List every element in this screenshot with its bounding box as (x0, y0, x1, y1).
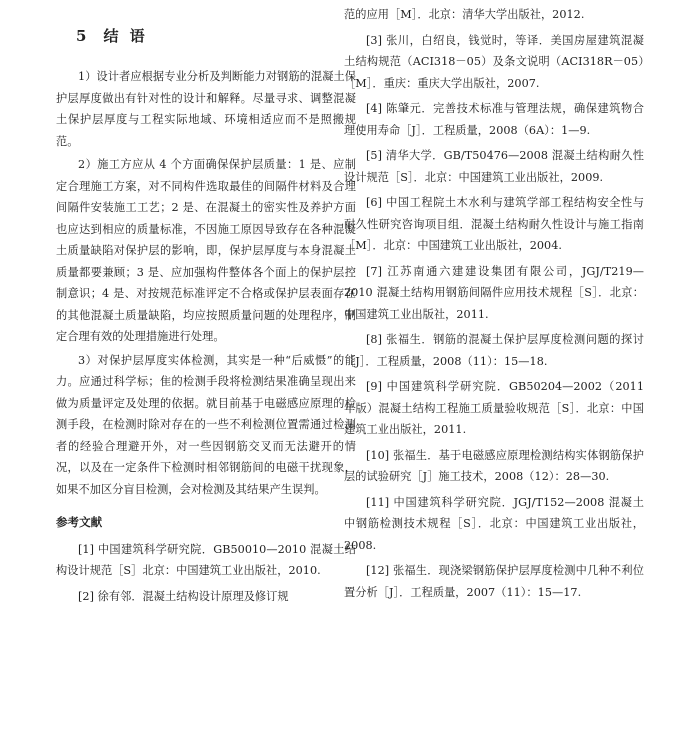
conclusion-paragraph-3: 3）对保护层厚度实体检测，其实是一种“后威慑”的能力。应通过科学标；隹的检测手段将检测结果准确呈现出来做为质量评定及处理的依据。就目前基于电磁感应原理的检测手段，在检测时除对存在的一些不利检测位置需通过检测者的经验合理避开外，对一些因钢筋交叉而无法避开的情况，以及在一定条件下检测时相邻钢筋间的电磁干扰现象，如果不加区分盲目检测，会对检测及其结果产生误判。 (56, 353, 356, 496)
reference-11: [11] 中国建筑科学研究院．JGJ/T152—2008 混凝土中钢筋检测技术规程［S］．北京：中国建筑工业出版社，2008. (344, 495, 644, 552)
reference-1: [1] 中国建筑科学研究院．GB50010—2010 混凝土结构设计规范［S］北京：中国建筑工业出版社，2010. (56, 542, 356, 577)
reference-12: [12] 张福生．现浇梁钢筋保护层厚度检测中几种不利位置分析［J］．工程质量，2007（11）：15—17. (344, 564, 644, 599)
reference-4: [4] 陈肇元．完善技术标准与管理法规，确保建筑物合理使用寿命［J］．工程质量，2008（6A）：1—9. (344, 102, 644, 137)
reference-2-continuation: 范的应用［M］．北京：清华大学出版社，2012. (344, 8, 585, 21)
reference-9: [9] 中国建筑科学研究院．GB50204—2002（2011 年版）混凝土结构工程施工质量验收规范［S］．北京：中国建筑工业出版社，2011. (344, 380, 644, 436)
left-column (56, 26, 356, 611)
right-column (344, 4, 644, 607)
section-title: 结 语 (103, 27, 148, 45)
reference-10: [10] 张福生．基于电磁感应原理检测结构实体钢筋保护层的试验研究［J］施工技术，2008（12）：28—30. (344, 448, 644, 483)
references-heading: 参考文献 (56, 515, 103, 529)
conclusion-paragraph-2: 2）施工方应从 4 个方面确保保护层质量：1 是、应制定合理施工方案，对不同构件选取最佳的间隔件材料及合理间隔件安装施工工艺；2 是、在混凝土的密实性及养护方面也应达到相应的质量标准，不因施工原因导致存在各种混凝土质量缺陷对保护层的影响，即，保护层厚度与本身混凝土质量都要兼顾；3 是、应加强构件整体各个面上的保护层控制意识；4 是、对按规范标准评定不合格或保护层表面存在的其他混凝土质量缺陷，均应按照质量问题的处理程序，制定合理有效的处理措施进行处理。 (56, 158, 356, 343)
section-number: 5 (76, 27, 90, 45)
reference-6: [6] 中国工程院土木水利与建筑学部工程结构安全性与耐久性研究咨询项目组．混凝土结构耐久性设计与施工指南［M］．北京：中国建筑工业出版社，2004. (344, 196, 644, 252)
reference-2: [2] 徐有邻．混凝土结构设计原理及修订规 (78, 589, 289, 603)
reference-3: [3] 张川，白绍良，钱觉时，等译．美国房屋建筑混凝土结构规范（ACI318－05）及条文说明（ACI318R－05）［M］．重庆：重庆大学出版社，2007. (344, 33, 644, 90)
reference-7: [7] 江苏南通六建建设集团有限公司，JGJ/T219—2010 混凝土结构用钢筋间隔件应用技术规程［S］．北京：中国建筑工业出版社，2011. (344, 264, 644, 321)
reference-5: [5] 清华大学．GB/T50476—2008 混凝土结构耐久性设计规范［S］．北京：中国建筑工业出版社，2009. (344, 149, 644, 184)
reference-8: [8] 张福生．钢筋的混凝土保护层厚度检测问题的探讨［J］．工程质量，2008（11）：15—18. (344, 333, 644, 368)
conclusion-paragraph-1: 1）设计者应根据专业分析及判断能力对钢筋的混凝土保护层厚度做出有针对性的设计和解释。尽量寻求、调整混凝土保护层厚度与工程实际地域、环境相适应而不是照搬规范。 (56, 70, 356, 148)
section-heading (76, 26, 356, 46)
